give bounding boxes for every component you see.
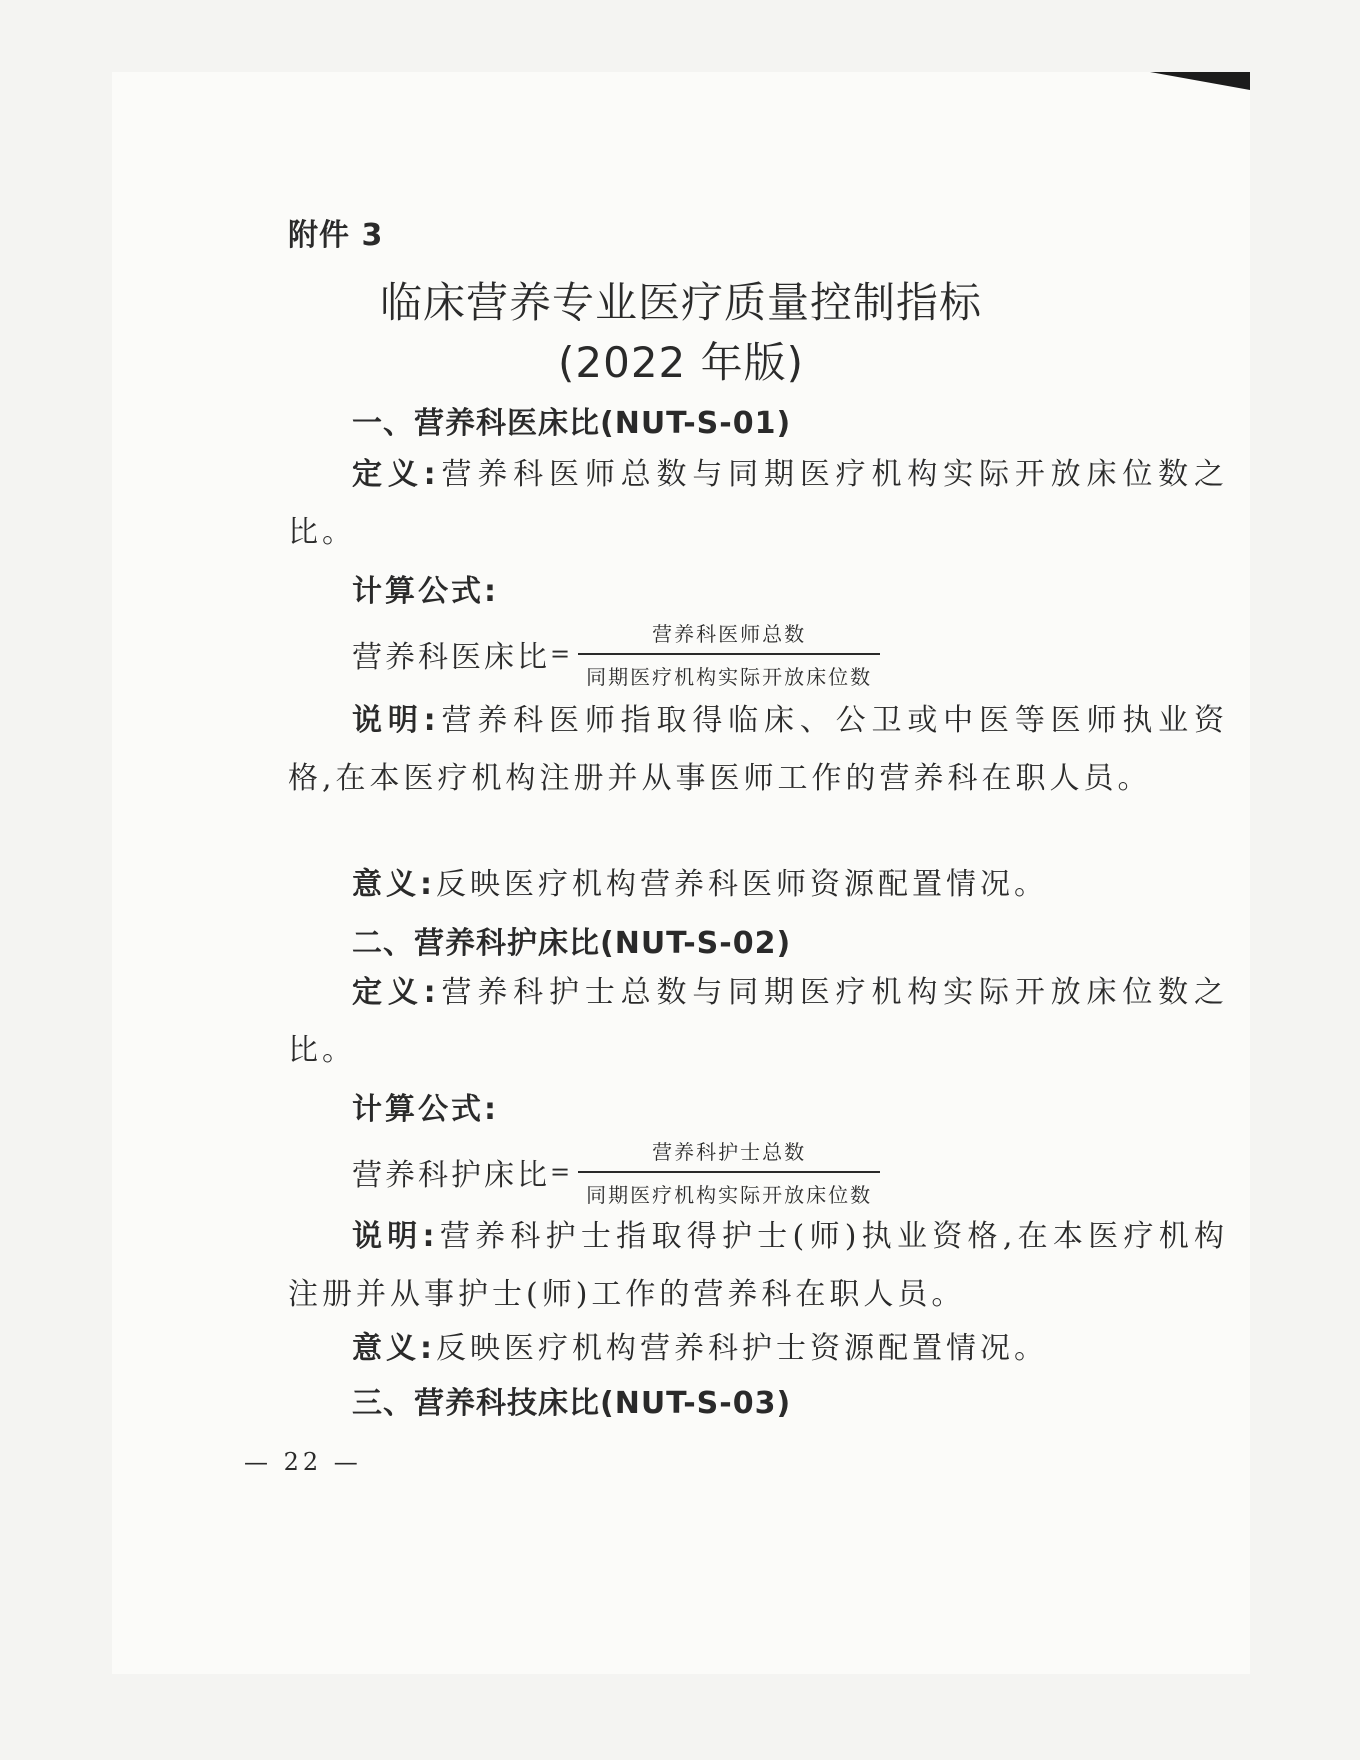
formula-numerator: 营养科医师总数	[652, 622, 807, 646]
section-1-definition	[288, 446, 1228, 562]
formula-fraction	[578, 1136, 880, 1208]
section-2-formula-label: 计算公式:	[352, 1092, 499, 1127]
note-label: 说明:	[352, 1219, 439, 1254]
section-1-meaning	[288, 856, 1228, 914]
section-heading-2: 二、营养科护床比(NUT-S-02)	[352, 926, 792, 961]
page-number: — 22 —	[244, 1448, 362, 1476]
section-heading-1: 一、营养科医床比(NUT-S-01)	[352, 406, 792, 441]
document-page	[112, 72, 1250, 1674]
formula-denominator: 同期医疗机构实际开放床位数	[586, 665, 873, 689]
scan-corner-shadow	[1150, 72, 1250, 90]
section-2-note	[288, 1208, 1228, 1324]
section-1-formula-label: 计算公式:	[352, 574, 499, 609]
formula-fraction	[578, 618, 880, 690]
definition-text: 营养科护士总数与同期医疗机构实际开放床位数之比。	[288, 975, 1229, 1068]
meaning-label: 意义:	[352, 867, 436, 902]
section-1-formula	[352, 618, 880, 690]
section-2-definition	[288, 964, 1228, 1080]
formula-numerator: 营养科护士总数	[652, 1140, 807, 1164]
formula-equals: =	[550, 640, 571, 668]
meaning-text: 反映医疗机构营养科医师资源配置情况。	[436, 867, 1048, 902]
formula-denominator: 同期医疗机构实际开放床位数	[586, 1183, 873, 1207]
document-title: 临床营养专业医疗质量控制指标	[379, 278, 982, 327]
section-2-meaning	[288, 1320, 1228, 1378]
definition-label: 定义:	[352, 975, 440, 1010]
note-text: 营养科护士指取得护士(师)执业资格,在本医疗机构注册并从事护士(师)工作的营养科在职人员。	[288, 1219, 1228, 1312]
formula-lhs: 营养科护床比	[352, 1158, 550, 1193]
meaning-text: 反映医疗机构营养科护士资源配置情况。	[436, 1331, 1048, 1366]
formula-lhs: 营养科医床比	[352, 640, 550, 675]
definition-text: 营养科医师总数与同期医疗机构实际开放床位数之比。	[288, 457, 1229, 550]
meaning-label: 意义:	[352, 1331, 436, 1366]
section-heading-3: 三、营养科技床比(NUT-S-03)	[352, 1386, 792, 1421]
section-1-note	[288, 692, 1228, 808]
note-label: 说明:	[352, 703, 440, 738]
document-subtitle: (2022 年版)	[557, 338, 804, 387]
attachment-label: 附件 3	[288, 218, 384, 253]
formula-equals: =	[550, 1158, 571, 1186]
section-2-formula	[352, 1136, 880, 1208]
definition-label: 定义:	[352, 457, 440, 492]
note-text: 营养科医师指取得临床、公卫或中医等医师执业资格,在本医疗机构注册并从事医师工作的营养科在职人员。	[288, 703, 1229, 796]
